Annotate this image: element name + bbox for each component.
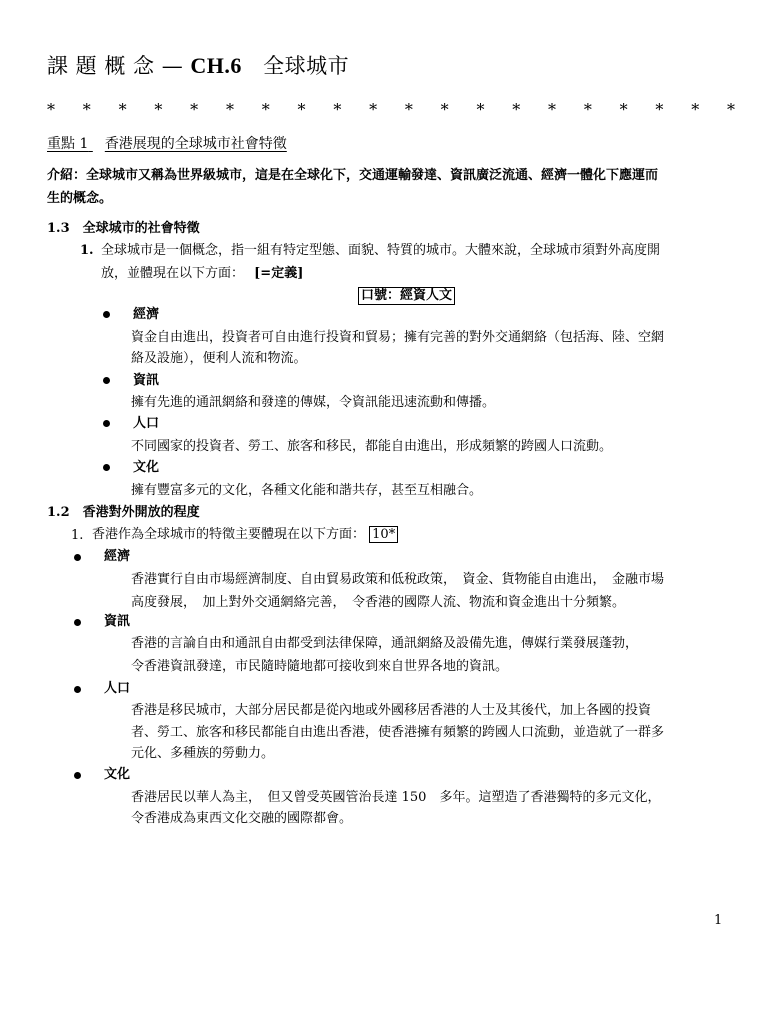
section-1-3-line-2: [101, 266, 303, 282]
star-divider-mark: *: [655, 100, 664, 119]
section-1-2-heading: 1.2 香港對外開放的程度: [47, 505, 200, 520]
section-1-3-heading: 1.3 全球城市的社會特徵: [47, 221, 200, 236]
s13-item-culture-label: 文化: [133, 460, 160, 475]
star-divider-mark: *: [512, 100, 521, 119]
section-1-2-line-1-text: 香港作為全球城市的特徵主要體現在以下方面：: [92, 527, 366, 542]
star-divider-mark: *: [619, 100, 628, 119]
star-divider-mark: *: [261, 100, 270, 119]
s12-item-population-line-1: 香港是移民城市，大部分居民都是從內地或外國移居香港的人士及其後代，加上各國的投資: [131, 703, 652, 718]
s12-item-culture-line-1: 香港居民以華人為主， 但又曾受英國管治長達 150 多年。這塑造了香港獨特的多元文化，: [131, 790, 661, 805]
star-divider-mark: *: [225, 100, 234, 119]
bullet-icon: [103, 311, 110, 318]
section-1-2-line-1: [92, 527, 398, 543]
marks-box: 10*: [369, 526, 398, 543]
s12-item-info-line-2: 令香港資訊發達，市民隨時隨地都可接收到來自世界各地的資訊。: [131, 659, 509, 674]
bullet-icon: [103, 377, 110, 384]
star-divider-mark: *: [333, 100, 342, 119]
s12-item-economy-line-2: 高度發展， 加上對外交通網絡完善， 令香港的國際人流、物流和資金進出十分頻繁。: [131, 595, 626, 610]
s12-item-population-line-3: 元化、多種族的勞動力。: [131, 746, 275, 761]
s12-item-economy-label: 經濟: [104, 549, 131, 564]
s13-item-info-label: 資訊: [133, 373, 160, 388]
s12-item-population-label: 人口: [104, 681, 131, 696]
star-divider-mark: *: [691, 100, 700, 119]
star-divider-mark: *: [369, 100, 378, 119]
star-divider-mark: *: [440, 100, 449, 119]
s13-item-economy-line-2: 絡及設施），便利人流和物流。: [131, 351, 307, 366]
s13-item-population-label: 人口: [133, 416, 160, 431]
star-divider-mark: *: [548, 100, 557, 119]
focus-text: 香港展現的全球城市社會特徵: [104, 136, 287, 152]
section-1-2-item-number: 1.: [71, 528, 84, 543]
page-title: [47, 53, 349, 79]
section-1-3-line-1: 全球城市是一個概念，指一組有特定型態、面貌、特質的城市。大體來說，全球城市須對外高度開: [101, 243, 661, 258]
s13-item-economy-line-1: 資金自由進出，投資者可自由進行投資和貿易；擁有完善的對外交通網絡（包括海、陸、空網: [131, 330, 665, 345]
mnemonic-box: 口號：經資人文: [358, 287, 455, 305]
bullet-icon: [74, 772, 81, 779]
bullet-icon: [74, 619, 81, 626]
s13-item-culture-line-1: 擁有豐富多元的文化，各種文化能和諧共存，甚至互相融合。: [131, 483, 483, 498]
s12-item-info-label: 資訊: [104, 614, 131, 629]
section-1-3-line-2-text: 放，並體現在以下方面：: [101, 266, 245, 281]
star-divider-mark: *: [82, 100, 91, 119]
star-divider-mark: *: [47, 100, 55, 119]
star-divider-mark: *: [118, 100, 127, 119]
star-divider-mark: *: [190, 100, 199, 119]
focus-label: 重點 1: [47, 136, 89, 152]
star-divider-mark: *: [297, 100, 306, 119]
title-chapter: CH.6: [190, 53, 242, 78]
s13-item-info-line-1: 擁有先進的通訊網絡和發達的傳媒，令資訊能迅速流動和傳播。: [131, 395, 496, 410]
star-divider: [47, 100, 735, 119]
intro-line-1: 介紹：全球城市又稱為世界級城市，這是在全球化下，交通運輸發達、資訊廣泛流通、經濟一體化下應運而: [47, 168, 659, 183]
star-divider-mark: *: [476, 100, 485, 119]
s13-item-population-line-1: 不同國家的投資者、勞工、旅客和移民，都能自由進出，形成頻繁的跨國人口流動。: [131, 439, 613, 454]
s12-item-economy-line-1: 香港實行自由市場經濟制度、自由貿易政策和低稅政策， 資金、貨物能自由進出， 金融市場: [131, 572, 665, 587]
title-prefix: 課 題 概 念 —: [47, 54, 184, 78]
bullet-icon: [103, 420, 110, 427]
star-divider-mark: *: [154, 100, 163, 119]
section-1-3-item-number: 1.: [80, 243, 94, 258]
star-divider-mark: *: [404, 100, 413, 119]
focus-heading: [47, 135, 287, 153]
intro-line-2: 生的概念。: [47, 191, 113, 206]
bullet-icon: [103, 464, 110, 471]
bullet-icon: [74, 554, 81, 561]
s12-item-info-line-1: 香港的言論自由和通訊自由都受到法律保障，通訊網絡及設備先進，傳媒行業發展蓬勃，: [131, 636, 639, 651]
s12-item-population-line-2: 者、勞工、旅客和移民都能自由進出香港，使香港擁有頻繁的跨國人口流動，並造就了一群多: [131, 725, 665, 740]
s12-item-culture-label: 文化: [104, 767, 131, 782]
s13-item-economy-label: 經濟: [133, 307, 160, 322]
bullet-icon: [74, 686, 81, 693]
title-topic: 全球城市: [263, 54, 350, 78]
definition-tag: [=定義]: [254, 266, 304, 281]
star-divider-mark: *: [727, 100, 735, 119]
s12-item-culture-line-2: 令香港成為東西文化交融的國際都會。: [131, 811, 353, 826]
page-number: 1: [714, 913, 723, 928]
star-divider-mark: *: [583, 100, 592, 119]
